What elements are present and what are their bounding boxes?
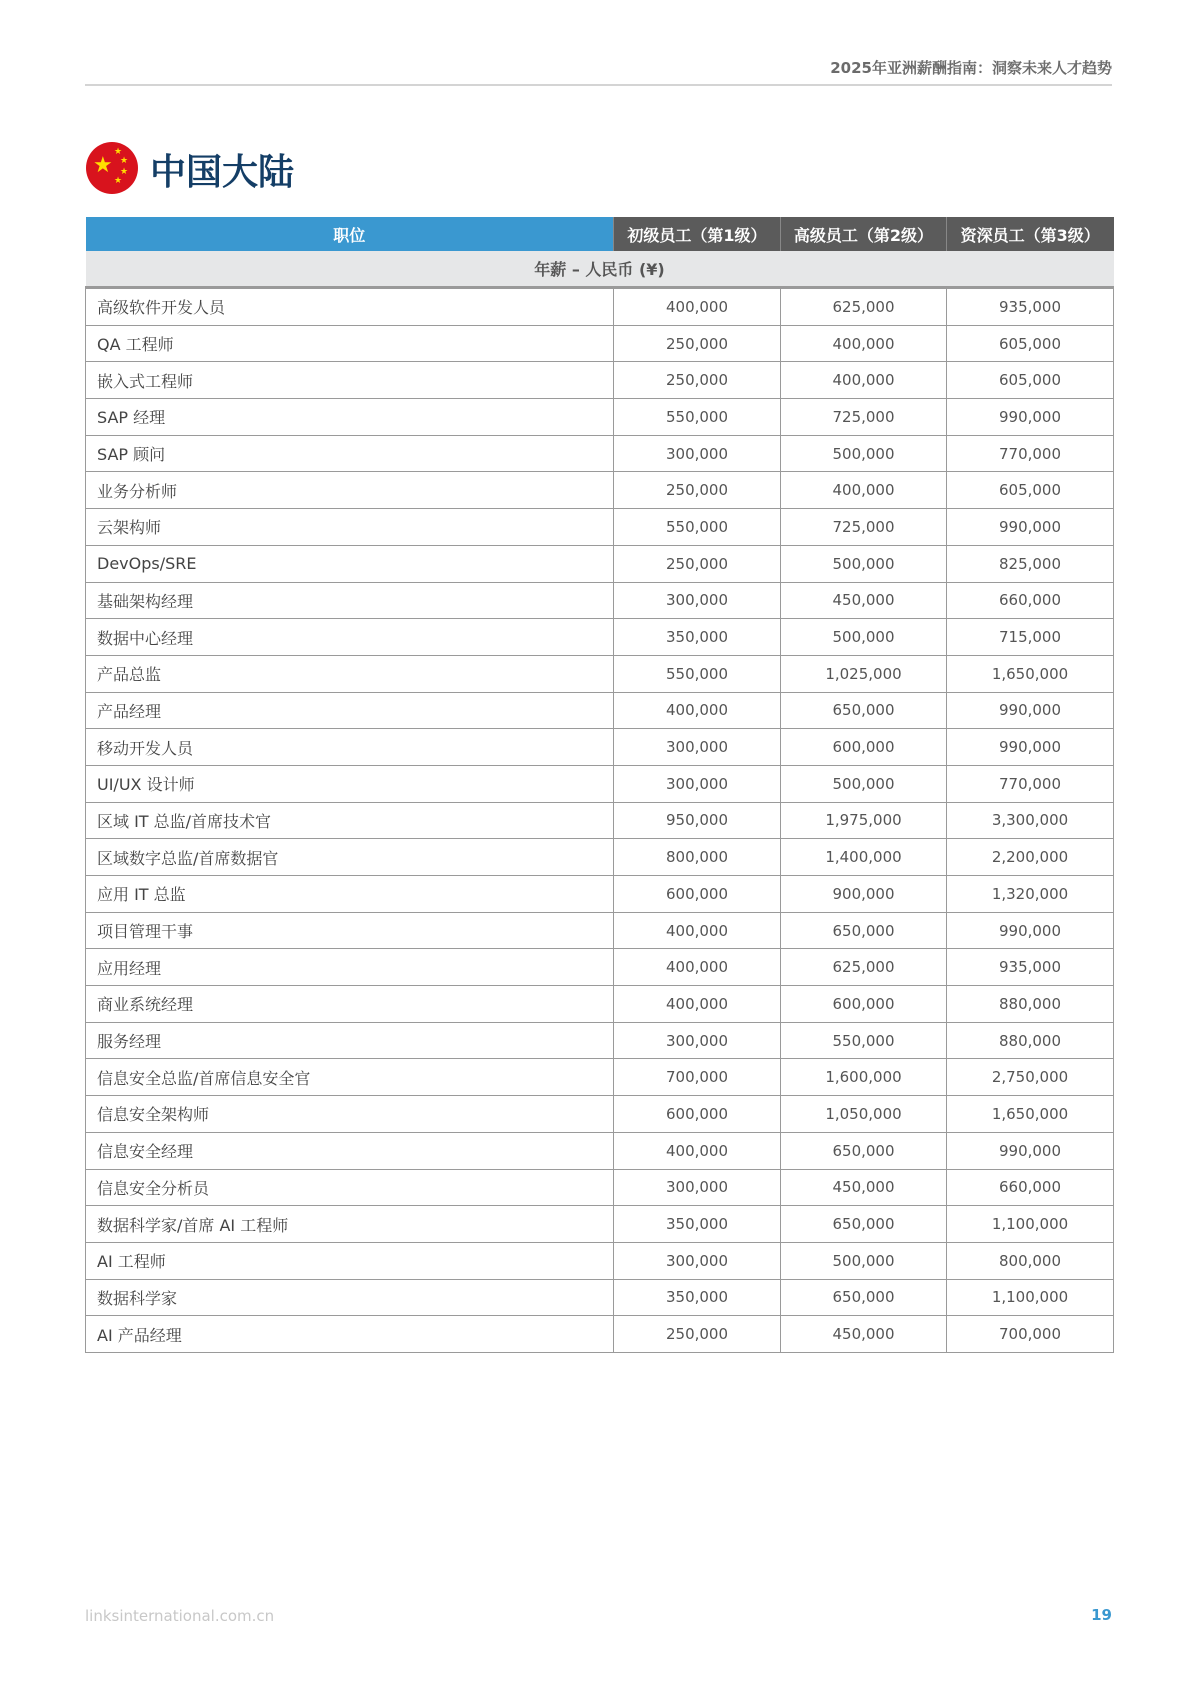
salary-level-3-cell: 770,000 bbox=[947, 765, 1114, 802]
header-divider bbox=[85, 84, 1112, 86]
salary-level-3-cell: 990,000 bbox=[947, 399, 1114, 436]
salary-level-3-cell: 1,650,000 bbox=[947, 655, 1114, 692]
salary-level-2-cell: 600,000 bbox=[781, 986, 947, 1023]
position-cell: 基础架构经理 bbox=[86, 582, 614, 619]
salary-level-1-cell: 600,000 bbox=[614, 876, 781, 913]
salary-level-3-cell: 605,000 bbox=[947, 472, 1114, 509]
table-row bbox=[86, 1242, 1114, 1279]
salary-level-1-cell: 350,000 bbox=[614, 619, 781, 656]
table-row bbox=[86, 435, 1114, 472]
salary-level-3-cell: 990,000 bbox=[947, 692, 1114, 729]
salary-level-2-cell: 900,000 bbox=[781, 876, 947, 913]
table-row bbox=[86, 949, 1114, 986]
salary-level-2-cell: 1,975,000 bbox=[781, 802, 947, 839]
salary-level-1-cell: 400,000 bbox=[614, 692, 781, 729]
position-cell: DevOps/SRE bbox=[86, 545, 614, 582]
salary-level-1-cell: 250,000 bbox=[614, 545, 781, 582]
position-cell: 信息安全架构师 bbox=[86, 1096, 614, 1133]
salary-level-3-cell: 880,000 bbox=[947, 1022, 1114, 1059]
salary-level-3-cell: 935,000 bbox=[947, 949, 1114, 986]
table-row bbox=[86, 839, 1114, 876]
salary-level-2-cell: 500,000 bbox=[781, 545, 947, 582]
position-cell: 服务经理 bbox=[86, 1022, 614, 1059]
salary-level-1-cell: 250,000 bbox=[614, 325, 781, 362]
position-cell: 应用经理 bbox=[86, 949, 614, 986]
salary-level-3-cell: 1,100,000 bbox=[947, 1279, 1114, 1316]
salary-level-2-cell: 650,000 bbox=[781, 912, 947, 949]
position-cell: UI/UX 设计师 bbox=[86, 765, 614, 802]
table-row bbox=[86, 1279, 1114, 1316]
salary-level-2-cell: 500,000 bbox=[781, 435, 947, 472]
table-row bbox=[86, 582, 1114, 619]
salary-level-2-cell: 500,000 bbox=[781, 765, 947, 802]
salary-level-2-cell: 1,400,000 bbox=[781, 839, 947, 876]
salary-level-1-cell: 400,000 bbox=[614, 1132, 781, 1169]
salary-level-1-cell: 700,000 bbox=[614, 1059, 781, 1096]
column-header-level-1: 初级员工（第1级） bbox=[614, 217, 781, 251]
salary-level-2-cell: 450,000 bbox=[781, 1169, 947, 1206]
document-title: 2025年亚洲薪酬指南：洞察未来人才趋势 bbox=[830, 59, 1112, 77]
salary-level-1-cell: 300,000 bbox=[614, 582, 781, 619]
salary-level-3-cell: 3,300,000 bbox=[947, 802, 1114, 839]
salary-level-2-cell: 550,000 bbox=[781, 1022, 947, 1059]
table-row bbox=[86, 545, 1114, 582]
salary-level-2-cell: 400,000 bbox=[781, 362, 947, 399]
salary-level-3-cell: 715,000 bbox=[947, 619, 1114, 656]
salary-level-3-cell: 990,000 bbox=[947, 912, 1114, 949]
table-row bbox=[86, 1059, 1114, 1096]
position-cell: QA 工程师 bbox=[86, 325, 614, 362]
salary-level-1-cell: 600,000 bbox=[614, 1096, 781, 1133]
salary-level-2-cell: 625,000 bbox=[781, 288, 947, 326]
table-subheader-row bbox=[86, 251, 1114, 288]
salary-level-2-cell: 600,000 bbox=[781, 729, 947, 766]
salary-level-2-cell: 450,000 bbox=[781, 1316, 947, 1353]
position-cell: AI 工程师 bbox=[86, 1242, 614, 1279]
table-row bbox=[86, 986, 1114, 1023]
section-title: 中国大陆 bbox=[150, 152, 295, 193]
table-row bbox=[86, 765, 1114, 802]
salary-level-2-cell: 1,025,000 bbox=[781, 655, 947, 692]
table-row bbox=[86, 1206, 1114, 1243]
salary-level-2-cell: 400,000 bbox=[781, 472, 947, 509]
salary-table bbox=[85, 217, 1114, 1353]
salary-level-2-cell: 1,600,000 bbox=[781, 1059, 947, 1096]
table-row bbox=[86, 619, 1114, 656]
salary-level-3-cell: 990,000 bbox=[947, 729, 1114, 766]
table-row bbox=[86, 876, 1114, 913]
table-row bbox=[86, 472, 1114, 509]
china-flag-icon: ★ ★ ★ ★ ★ bbox=[86, 142, 138, 194]
salary-level-2-cell: 650,000 bbox=[781, 692, 947, 729]
salary-level-3-cell: 1,320,000 bbox=[947, 876, 1114, 913]
footer-website-link[interactable]: linksinternational.com.cn bbox=[85, 1607, 275, 1625]
table-row bbox=[86, 1022, 1114, 1059]
salary-level-1-cell: 300,000 bbox=[614, 435, 781, 472]
salary-level-3-cell: 660,000 bbox=[947, 582, 1114, 619]
position-cell: 数据中心经理 bbox=[86, 619, 614, 656]
position-cell: SAP 顾问 bbox=[86, 435, 614, 472]
position-cell: 项目管理干事 bbox=[86, 912, 614, 949]
position-cell: 商业系统经理 bbox=[86, 986, 614, 1023]
column-header-level-3: 资深员工（第3级） bbox=[947, 217, 1114, 251]
salary-level-3-cell: 935,000 bbox=[947, 288, 1114, 326]
salary-level-1-cell: 400,000 bbox=[614, 949, 781, 986]
salary-level-1-cell: 250,000 bbox=[614, 472, 781, 509]
position-cell: 数据科学家 bbox=[86, 1279, 614, 1316]
salary-level-3-cell: 990,000 bbox=[947, 1132, 1114, 1169]
salary-level-1-cell: 400,000 bbox=[614, 912, 781, 949]
column-header-position: 职位 bbox=[86, 217, 614, 251]
salary-level-2-cell: 650,000 bbox=[781, 1132, 947, 1169]
salary-level-3-cell: 990,000 bbox=[947, 509, 1114, 546]
salary-level-1-cell: 550,000 bbox=[614, 509, 781, 546]
table-row bbox=[86, 802, 1114, 839]
salary-level-3-cell: 2,200,000 bbox=[947, 839, 1114, 876]
salary-level-2-cell: 500,000 bbox=[781, 1242, 947, 1279]
table-row bbox=[86, 509, 1114, 546]
position-cell: 信息安全经理 bbox=[86, 1132, 614, 1169]
salary-level-2-cell: 725,000 bbox=[781, 399, 947, 436]
table-row bbox=[86, 325, 1114, 362]
salary-level-3-cell: 825,000 bbox=[947, 545, 1114, 582]
salary-level-1-cell: 300,000 bbox=[614, 1242, 781, 1279]
table-row bbox=[86, 1096, 1114, 1133]
salary-level-3-cell: 1,650,000 bbox=[947, 1096, 1114, 1133]
salary-level-3-cell: 605,000 bbox=[947, 362, 1114, 399]
currency-subheader: 年薪 – 人民币 (¥) bbox=[86, 251, 1114, 288]
position-cell: 信息安全总监/首席信息安全官 bbox=[86, 1059, 614, 1096]
salary-level-3-cell: 660,000 bbox=[947, 1169, 1114, 1206]
table-row bbox=[86, 362, 1114, 399]
salary-level-1-cell: 950,000 bbox=[614, 802, 781, 839]
salary-level-1-cell: 250,000 bbox=[614, 1316, 781, 1353]
salary-level-2-cell: 1,050,000 bbox=[781, 1096, 947, 1133]
salary-level-1-cell: 550,000 bbox=[614, 655, 781, 692]
position-cell: 产品经理 bbox=[86, 692, 614, 729]
salary-level-3-cell: 700,000 bbox=[947, 1316, 1114, 1353]
table-row bbox=[86, 1169, 1114, 1206]
salary-level-3-cell: 605,000 bbox=[947, 325, 1114, 362]
salary-level-2-cell: 650,000 bbox=[781, 1206, 947, 1243]
salary-level-2-cell: 625,000 bbox=[781, 949, 947, 986]
salary-level-2-cell: 500,000 bbox=[781, 619, 947, 656]
position-cell: SAP 经理 bbox=[86, 399, 614, 436]
salary-level-3-cell: 2,750,000 bbox=[947, 1059, 1114, 1096]
salary-level-3-cell: 1,100,000 bbox=[947, 1206, 1114, 1243]
position-cell: 应用 IT 总监 bbox=[86, 876, 614, 913]
salary-level-1-cell: 350,000 bbox=[614, 1206, 781, 1243]
salary-level-1-cell: 550,000 bbox=[614, 399, 781, 436]
salary-level-1-cell: 300,000 bbox=[614, 765, 781, 802]
position-cell: 产品总监 bbox=[86, 655, 614, 692]
table-row bbox=[86, 288, 1114, 326]
salary-level-2-cell: 400,000 bbox=[781, 325, 947, 362]
table-row bbox=[86, 1316, 1114, 1353]
table-row bbox=[86, 912, 1114, 949]
salary-level-2-cell: 650,000 bbox=[781, 1279, 947, 1316]
position-cell: 区域数字总监/首席数据官 bbox=[86, 839, 614, 876]
table-row bbox=[86, 399, 1114, 436]
table-row bbox=[86, 729, 1114, 766]
column-header-level-2: 高级员工（第2级） bbox=[781, 217, 947, 251]
position-cell: 业务分析师 bbox=[86, 472, 614, 509]
position-cell: AI 产品经理 bbox=[86, 1316, 614, 1353]
position-cell: 高级软件开发人员 bbox=[86, 288, 614, 326]
table-row bbox=[86, 1132, 1114, 1169]
page-number: 19 bbox=[1091, 1606, 1112, 1624]
salary-level-2-cell: 450,000 bbox=[781, 582, 947, 619]
position-cell: 嵌入式工程师 bbox=[86, 362, 614, 399]
salary-level-1-cell: 350,000 bbox=[614, 1279, 781, 1316]
position-cell: 数据科学家/首席 AI 工程师 bbox=[86, 1206, 614, 1243]
salary-level-3-cell: 800,000 bbox=[947, 1242, 1114, 1279]
salary-level-3-cell: 770,000 bbox=[947, 435, 1114, 472]
salary-level-1-cell: 300,000 bbox=[614, 1169, 781, 1206]
position-cell: 移动开发人员 bbox=[86, 729, 614, 766]
position-cell: 信息安全分析员 bbox=[86, 1169, 614, 1206]
salary-level-1-cell: 800,000 bbox=[614, 839, 781, 876]
salary-level-2-cell: 725,000 bbox=[781, 509, 947, 546]
position-cell: 区域 IT 总监/首席技术官 bbox=[86, 802, 614, 839]
salary-level-1-cell: 300,000 bbox=[614, 729, 781, 766]
table-row bbox=[86, 692, 1114, 729]
salary-level-1-cell: 250,000 bbox=[614, 362, 781, 399]
table-header-row bbox=[86, 217, 1114, 251]
salary-level-1-cell: 300,000 bbox=[614, 1022, 781, 1059]
salary-level-1-cell: 400,000 bbox=[614, 986, 781, 1023]
position-cell: 云架构师 bbox=[86, 509, 614, 546]
salary-level-1-cell: 400,000 bbox=[614, 288, 781, 326]
table-row bbox=[86, 655, 1114, 692]
salary-level-3-cell: 880,000 bbox=[947, 986, 1114, 1023]
